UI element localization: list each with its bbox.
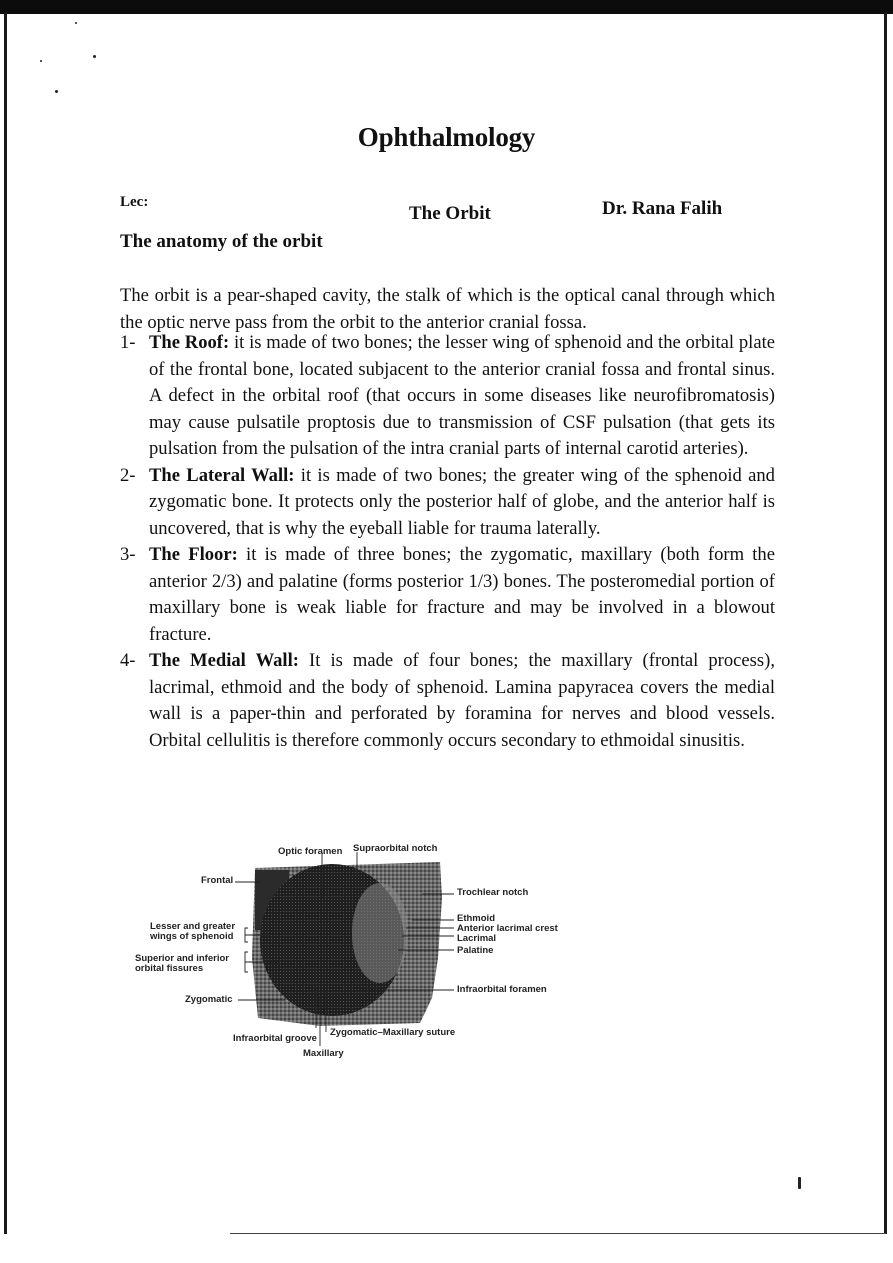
label-anterior-lacrimal-crest: Anterior lacrimal crest (457, 923, 558, 934)
label-ethmoid: Ethmoid (457, 913, 495, 924)
list-item-lateral-wall (120, 463, 775, 543)
label-infraorbital-foramen: Infraorbital foramen (457, 984, 547, 995)
list-item-text: it is made of two bones; the greater wing of the sphenoid and zygomatic bone. It protects only the posterior half of globe, and the anterior half is uncovered, that is why the eyeball liable for trauma laterally. (149, 464, 775, 539)
label-orbital-fissures-line1: Superior and inferior (135, 953, 229, 964)
list-item-number: 4- (120, 650, 136, 671)
list-item-roof (120, 330, 775, 463)
intro-paragraph: The orbit is a pear-shaped cavity, the stalk of which is the optical canal through which the optic nerve pass from the orbit to the anterior cranial fossa. (120, 285, 775, 333)
list-item-floor (120, 542, 775, 648)
list-item-term: The Floor: (149, 544, 238, 565)
list-item-number: 2- (120, 464, 136, 486)
list-item-term: The Lateral Wall: (149, 464, 295, 486)
label-optic-foramen: Optic foramen (278, 846, 343, 857)
scan-speck (93, 55, 96, 58)
list-item-medial-wall (120, 648, 775, 754)
list-item-text: it is made of two bones; the lesser wing of sphenoid and the orbital plate of the frontal bone, located subjacent to the anterior cranial fossa and frontal sinus. A defect in the orbital roof (that occurs in some diseases like neurofibromatosis) may cause pulsatile proptosis due to transmission of CSF pulsation (that gets its pulsation from the pulsation of the intra cranial parts of internal carotid arteries). (149, 332, 775, 459)
list-item-number: 1- (120, 332, 136, 353)
label-orbital-fissures-line2: orbital fissures (135, 963, 204, 974)
page-title: Ophthalmology (357, 122, 536, 152)
scan-top-border (0, 0, 893, 14)
lecture-author: Dr. Rana Falih (602, 198, 723, 219)
orbit-walls-list (120, 330, 775, 754)
section-heading: The anatomy of the orbit (120, 231, 323, 252)
scan-bottom-edge (230, 1233, 886, 1234)
label-frontal: Frontal (201, 875, 234, 886)
scan-left-border (4, 12, 7, 1234)
label-zygomatic-maxillary-suture: Zygomatic–Maxillary suture (330, 1027, 456, 1038)
scan-speck (75, 22, 77, 24)
orbit-anatomy-figure (120, 838, 580, 1078)
label-trochlear-notch: Trochlear notch (457, 887, 529, 898)
lecture-subtitle: The Orbit (409, 203, 491, 224)
label-supraorbital-notch: Supraorbital notch (353, 843, 438, 854)
label-zygomatic: Zygomatic (185, 994, 233, 1005)
lecture-label: Lec: (120, 194, 149, 210)
scan-speck (798, 1177, 801, 1189)
list-item-text: It is made of four bones; the maxillary (frontal process), lacrimal, ethmoid and the body of sphenoid. Lamina papyracea covers the medial wall is a paper-thin and perforated by foramina for nerves and blood vessels. Orbital cellulitis is therefore commonly occurs secondary to ethmoidal sinusitis. (149, 650, 775, 751)
list-item-number: 3- (120, 544, 136, 565)
label-palatine: Palatine (457, 945, 494, 956)
list-item-term: The Medial Wall: (149, 650, 299, 671)
scan-speck (40, 60, 42, 62)
medial-wall-light (352, 883, 408, 983)
label-lacrimal: Lacrimal (457, 933, 497, 944)
label-infraorbital-groove: Infraorbital groove (233, 1033, 317, 1044)
scan-right-border (884, 12, 887, 1234)
scan-speck (55, 90, 58, 93)
label-maxillary: Maxillary (303, 1048, 344, 1059)
list-item-term: The Roof: (149, 332, 230, 353)
label-lesser-greater-wings-line1: Lesser and greater (150, 921, 236, 932)
list-item-text: it is made of three bones; the zygomatic, maxillary (both form the anterior 2/3) and palatine (forms posterior 1/3) bones. The posteromedial portion of maxillary bone is weak liable for fracture and may be involved in a blowout fracture. (149, 544, 775, 645)
label-lesser-greater-wings-line2: wings of sphenoid (150, 931, 234, 942)
